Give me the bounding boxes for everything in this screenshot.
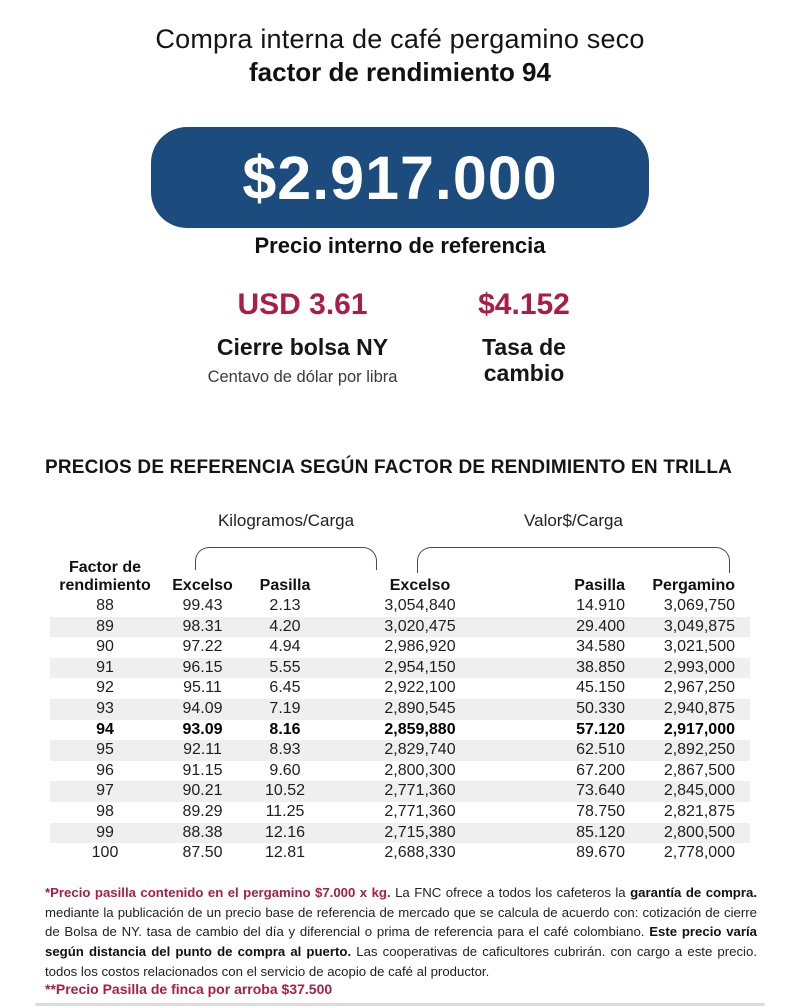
- page-title: Compra interna de café pergamino seco: [155, 24, 645, 54]
- ny-close-stat: [165, 289, 440, 387]
- cell-factor: 98: [96, 802, 114, 820]
- cell-pergamino: 2,778,000: [663, 844, 735, 862]
- cell-excelso-valor: 3,054,840: [384, 597, 456, 614]
- group-header-kilograms: Kilogramos/Carga: [217, 511, 355, 530]
- cell-pasilla-kg: 9.60: [269, 761, 301, 779]
- cell-excelso-kg: 88.38: [182, 823, 223, 841]
- cell-pergamino: 2,967,250: [663, 679, 735, 697]
- cell-excelso-kg: 94.09: [182, 699, 223, 717]
- column-header-excelso-valor: Excelso: [389, 577, 451, 594]
- footnote-segment: *Precio pasilla contenido en el pergamino $7.000 x kg.: [45, 885, 396, 900]
- cell-pasilla-kg: 5.55: [269, 658, 301, 676]
- cell-factor: 99: [96, 823, 114, 841]
- cell-pasilla-valor: 14.910: [576, 597, 625, 614]
- column-header-excelso-kg: Excelso: [172, 577, 233, 594]
- price-table: [0, 505, 800, 865]
- cell-pasilla-valor: 50.330: [576, 699, 625, 717]
- exchange-rate-value: $4.152: [478, 288, 570, 321]
- cell-excelso-kg: 99.43: [182, 597, 223, 614]
- cell-pergamino: 2,892,250: [663, 741, 735, 759]
- cell-pasilla-valor: 78.750: [576, 802, 625, 820]
- table-row: [50, 740, 750, 761]
- footnote-segment: Este precio varía según distancia del punto de compra al puerto.: [45, 924, 757, 960]
- cell-pergamino: 3,021,500: [663, 638, 735, 656]
- table-row: [50, 720, 750, 741]
- table-row: [50, 761, 750, 782]
- footnote-segment: mediante la publicación de un precio base de referencia de mercado que se calcula de acuerdo con: cotización de cierre de Bolsa de NY. tasa de cambio del día y diferencial o prima de referencia para el café colombiano.: [45, 904, 757, 940]
- footnote-paragraph: [45, 883, 757, 982]
- bottom-divider: [35, 1003, 765, 1006]
- cell-excelso-kg: 92.11: [183, 741, 222, 759]
- table-row: [50, 802, 750, 823]
- column-header-pergamino: Pergamino: [652, 577, 735, 594]
- cell-pasilla-valor: 29.400: [576, 617, 625, 635]
- cell-excelso-valor: 2,986,920: [384, 638, 456, 656]
- cell-excelso-valor: 2,688,330: [384, 844, 456, 862]
- ny-close-label: Cierre bolsa NY: [216, 334, 389, 360]
- cell-factor: 91: [96, 658, 114, 676]
- column-header-factor: Factor de rendimiento: [59, 559, 151, 594]
- cell-factor: 95: [96, 741, 114, 759]
- cell-pasilla-kg: 10.52: [264, 782, 306, 800]
- table-row: [50, 678, 750, 699]
- cell-excelso-valor: 2,954,150: [384, 658, 456, 676]
- cell-excelso-valor: 3,020,475: [384, 617, 456, 635]
- cell-factor: 89: [96, 617, 114, 635]
- cell-pasilla-valor: 89.670: [576, 844, 625, 862]
- cell-excelso-valor: 2,715,380: [384, 823, 456, 841]
- table-row: [50, 596, 750, 617]
- footnote-segment: garantía de compra.: [630, 885, 757, 900]
- table-header-row: [50, 549, 800, 595]
- cell-pasilla-kg: 4.20: [269, 617, 301, 635]
- cell-pasilla-kg: 8.16: [269, 720, 301, 738]
- cell-pergamino: 2,940,875: [663, 699, 735, 717]
- cell-pasilla-kg: 12.16: [264, 823, 306, 841]
- cell-pasilla-kg: 12.81: [264, 844, 306, 862]
- cell-excelso-kg: 98.31: [182, 617, 223, 635]
- cell-pasilla-kg: 4.94: [269, 638, 301, 656]
- ny-close-sublabel: Centavo de dólar por libra: [207, 368, 398, 386]
- pasilla-finca-note: **Precio Pasilla de finca por arroba $37.500: [45, 981, 333, 997]
- cell-excelso-valor: 2,859,880: [384, 720, 456, 738]
- cell-pergamino: 2,993,000: [663, 658, 735, 676]
- reference-price-badge: [151, 127, 649, 228]
- cell-excelso-kg: 97.22: [182, 638, 223, 656]
- cell-pasilla-valor: 45.150: [576, 679, 625, 697]
- cell-pasilla-valor: 38.850: [576, 658, 625, 676]
- cell-pasilla-valor: 34.580: [576, 638, 625, 656]
- page-subtitle: factor de rendimiento 94: [249, 57, 551, 87]
- cell-pasilla-kg: 7.19: [269, 699, 301, 717]
- table-row: [50, 699, 750, 720]
- cell-factor: 88: [96, 597, 114, 614]
- cell-pergamino: 2,800,500: [663, 823, 735, 841]
- cell-factor: 93: [96, 699, 114, 717]
- cell-pasilla-valor: 67.200: [576, 761, 625, 779]
- table-row: [50, 658, 750, 679]
- cell-pasilla-valor: 57.120: [576, 720, 625, 738]
- reference-price-amount: $2.917.000: [242, 143, 558, 212]
- cell-factor: 96: [96, 761, 114, 779]
- cell-factor: 100: [91, 844, 119, 862]
- cell-excelso-valor: 2,771,360: [384, 782, 456, 800]
- cell-pergamino: 2,867,500: [663, 761, 735, 779]
- table-row: [50, 637, 750, 658]
- cell-factor: 90: [96, 638, 114, 656]
- column-header-pasilla-kg: Pasilla: [259, 577, 311, 594]
- cell-factor: 92: [96, 679, 114, 697]
- footnote-segment: La FNC ofrece a todos los cafeteros la: [395, 885, 631, 900]
- cell-excelso-valor: 2,890,545: [384, 699, 456, 717]
- cell-pasilla-kg: 11.25: [265, 802, 305, 820]
- cell-pergamino: 3,069,750: [663, 597, 735, 614]
- table-body: [0, 596, 800, 864]
- cell-excelso-kg: 91.15: [182, 761, 223, 779]
- cell-pasilla-valor: 85.120: [576, 823, 625, 841]
- table-row: [50, 617, 750, 638]
- cell-factor: 94: [96, 720, 114, 738]
- cell-excelso-valor: 2,829,740: [384, 741, 456, 759]
- cell-excelso-kg: 95.11: [183, 679, 222, 697]
- cell-pergamino: 2,821,875: [663, 802, 735, 820]
- table-row: [50, 781, 750, 802]
- cell-excelso-kg: 93.09: [182, 720, 223, 738]
- reference-price-label: Precio interno de referencia: [254, 233, 546, 258]
- cell-pergamino: 3,049,875: [663, 617, 735, 635]
- exchange-rate-label: Tasa de cambio: [482, 334, 566, 386]
- cell-pergamino: 2,845,000: [663, 782, 735, 800]
- cell-factor: 97: [96, 782, 114, 800]
- cell-excelso-kg: 89.29: [182, 802, 223, 820]
- cell-pasilla-kg: 8.93: [269, 741, 301, 759]
- cell-pasilla-kg: 2.13: [269, 597, 301, 614]
- cell-pergamino: 2,917,000: [663, 720, 735, 738]
- footnote-segment: Las cooperativas de caficultores cubrirán. con cargo a este precio. todos los costos relacionados con el servicio de acopio de café al productor.: [45, 944, 757, 979]
- table-row: [50, 843, 750, 864]
- cell-excelso-kg: 87.50: [182, 844, 223, 862]
- cell-pasilla-valor: 73.640: [576, 782, 625, 800]
- cell-excelso-valor: 2,922,100: [384, 679, 456, 697]
- cell-excelso-kg: 96.15: [182, 658, 223, 676]
- table-row: [50, 823, 750, 844]
- cell-excelso-valor: 2,800,300: [384, 761, 456, 779]
- cell-excelso-valor: 2,771,360: [384, 802, 456, 820]
- group-header-value: Valor$/Carga: [524, 511, 623, 530]
- column-header-pasilla-valor: Pasilla: [574, 577, 625, 594]
- ny-close-value: USD 3.61: [237, 288, 368, 321]
- cell-pasilla-valor: 62.510: [576, 741, 625, 759]
- cell-pasilla-kg: 6.45: [269, 679, 301, 697]
- exchange-rate-stat: [448, 289, 600, 386]
- table-section-title: PRECIOS DE REFERENCIA SEGÚN FACTOR DE RENDIMIENTO EN TRILLA: [45, 457, 733, 478]
- cell-excelso-kg: 90.21: [182, 782, 223, 800]
